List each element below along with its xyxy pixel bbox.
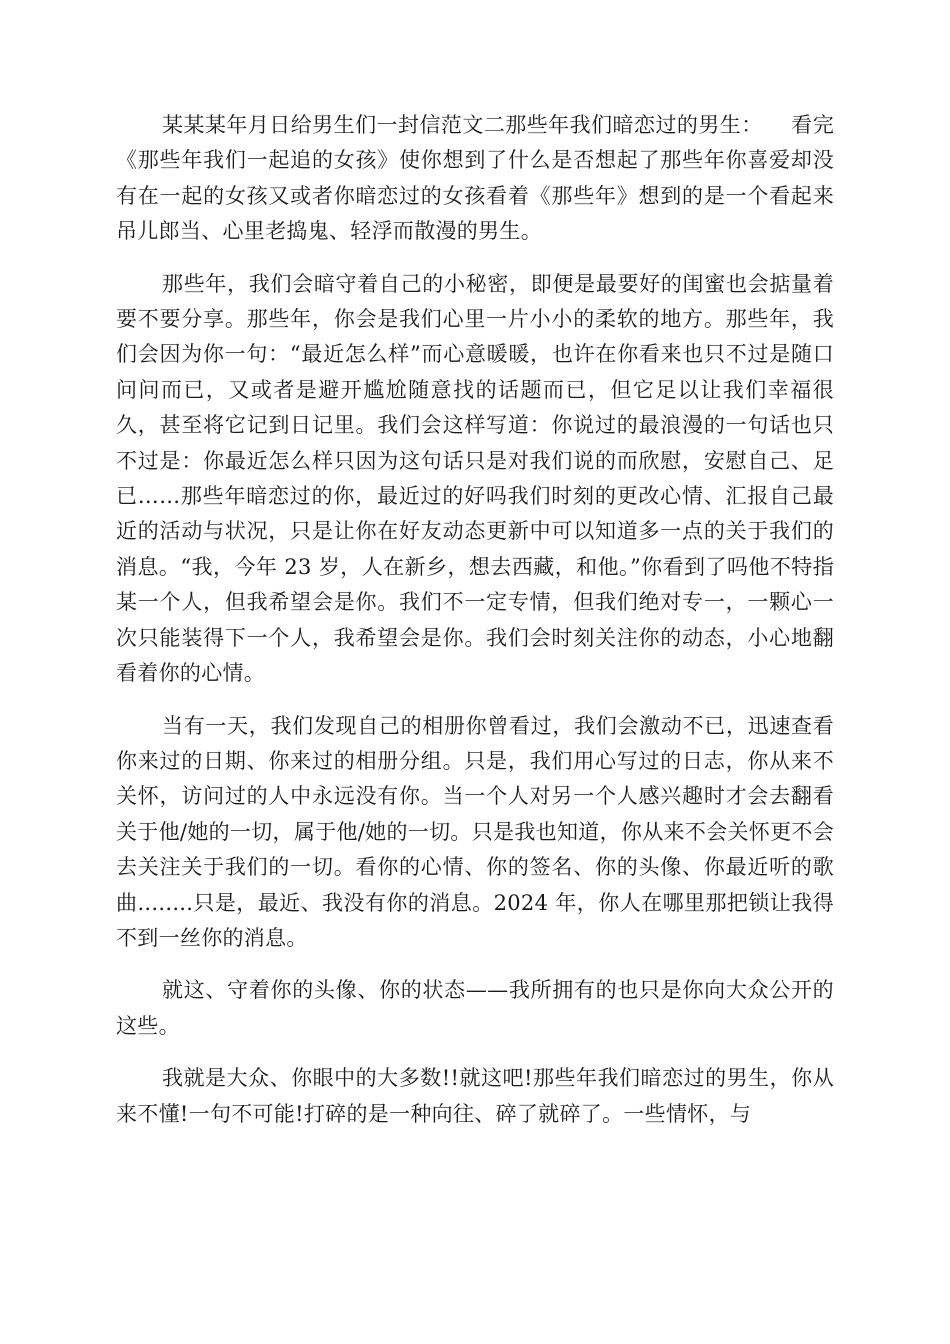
document-body (116, 108, 834, 1149)
paragraph-4: 就这、守着你的头像、你的状态——我所拥有的也只是你向大众公开的这些。 (116, 978, 834, 1038)
paragraph-3: 当有一天，我们发现自己的相册你曾看过，我们会激动不已，迅速查看你来过的日期、你来过的相册分组。只是，我们用心写过的日志，你从来不关怀，访问过的人中永远没有你。当一个人对另一个人感兴趣时才会去翻看关于他/她的一切，属于他/她的一切。只是我也知道，你从来不会关怀更不会去关注关于我们的一切。看你的心情、你的签名、你的头像、你最近听的歌曲........只是，最近、我没有你的消息。2024 年，你人在哪里那把锁让我得不到一丝你的消息。 (116, 713, 834, 950)
paragraph-5: 我就是大众、你眼中的大多数!!就这吧!那些年我们暗恋过的男生，你从来不懂!一句不可能!打碎的是一种向往、碎了就碎了。一些情怀，与 (116, 1066, 834, 1126)
paragraph-1: 某某某年月日给男生们一封信范文二那些年我们暗恋过的男生： 看完《那些年我们一起追的女孩》使你想到了什么是否想起了那些年你喜爱却没有在一起的女孩又或者你暗恋过的女孩看着《那些年》想到的是一个看起来吊儿郎当、心里老捣鬼、轻浮而散漫的男生。 (116, 113, 834, 244)
paragraph-2: 那些年，我们会暗守着自己的小秘密，即便是最要好的闺蜜也会掂量着要不要分享。那些年，你会是我们心里一片小小的柔软的地方。那些年，我们会因为你一句：“最近怎么样”而心意暖暖，也许在你看来也只不过是随口问问而已，又或者是避开尴尬随意找的话题而已，但它足以让我们幸福很久，甚至将它记到日记里。我们会这样写道：你说过的最浪漫的一句话也只不过是：你最近怎么样只因为这句话只是对我们说的而欣慰，安慰自己、足已……那些年暗恋过的你，最近过的好吗我们时刻的更改心情、汇报自己最近的活动与状况，只是让你在好友动态更新中可以知道多一点的关于我们的消息。“我，今年 23 岁，人在新乡，想去西藏，和他。”你看到了吗他不特指某一个人，但我希望会是你。我们不一定专情，但我们绝对专一，一颗心一次只能装得下一个人，我希望会是你。我们会时刻关注你的动态，小心地翻看着你的心情。 (116, 271, 835, 686)
